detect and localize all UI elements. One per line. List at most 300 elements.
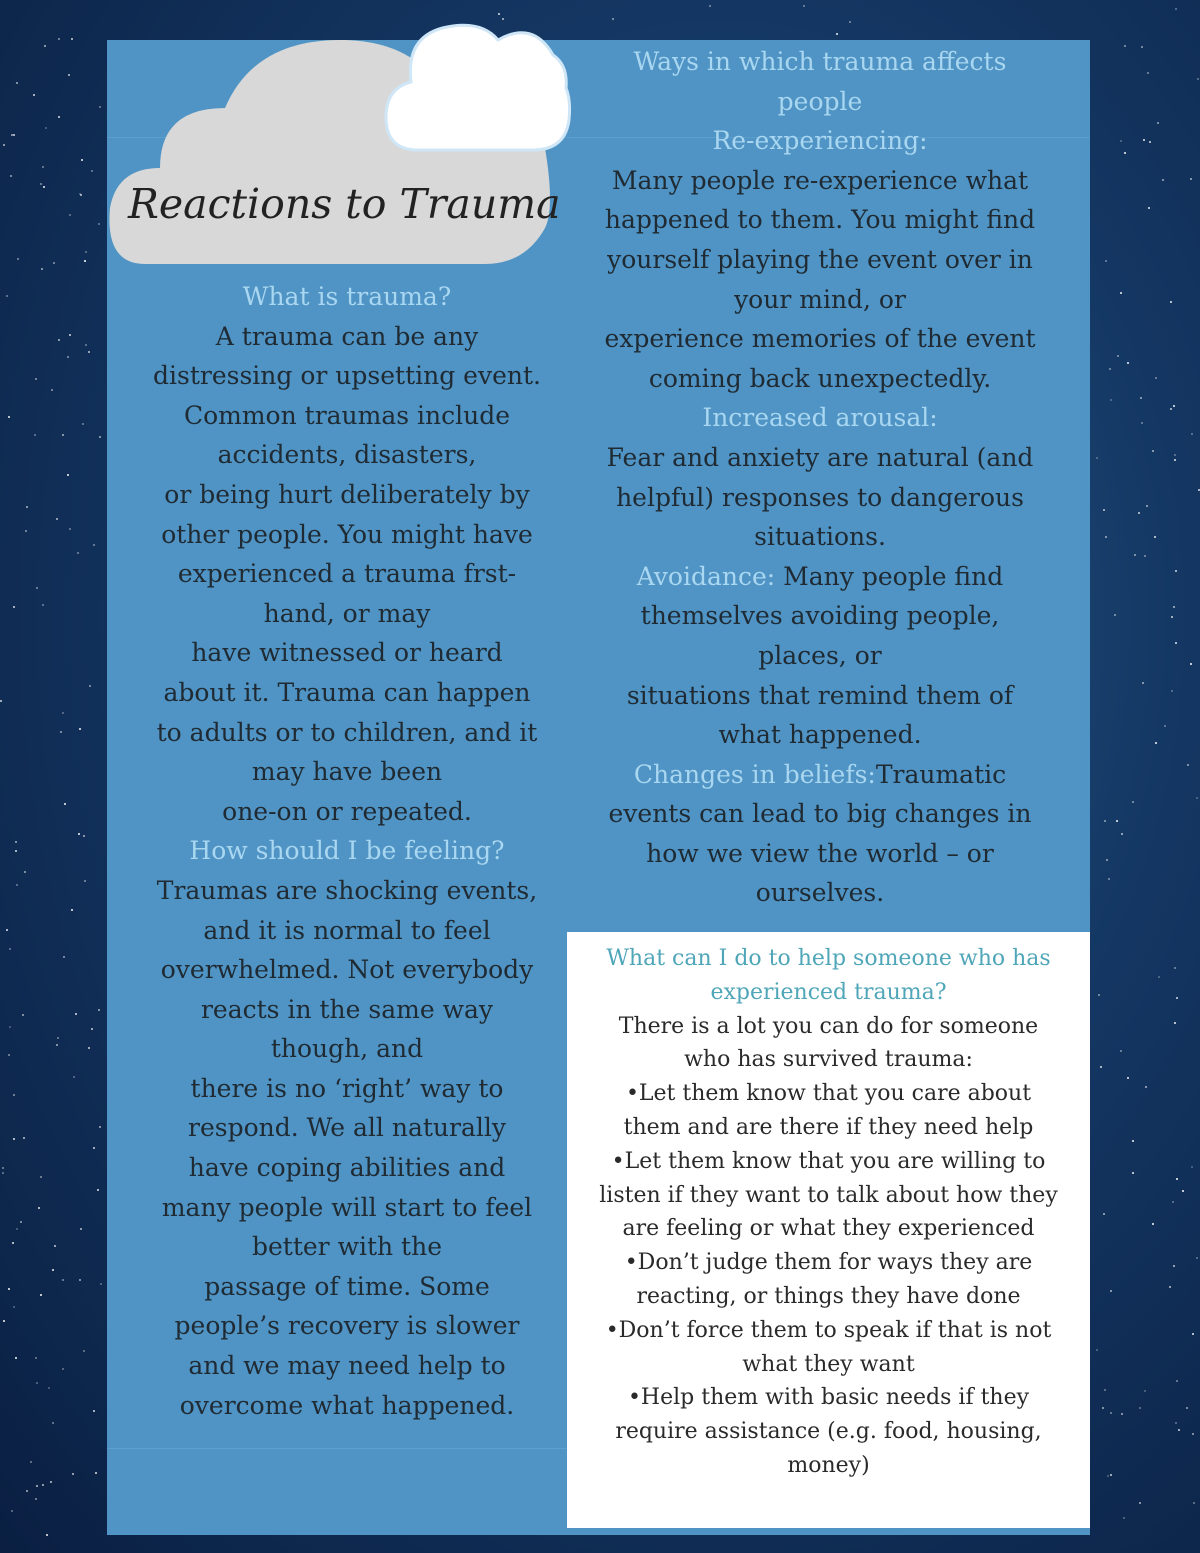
star	[82, 423, 84, 425]
star	[1141, 422, 1143, 424]
text-line	[567, 1381, 1090, 1415]
section-heading: experienced trauma?	[710, 979, 947, 1005]
star	[62, 1279, 64, 1281]
body-text: situations.	[754, 522, 886, 552]
text-line	[567, 1111, 1090, 1145]
star	[36, 1382, 38, 1384]
star	[1175, 1422, 1177, 1424]
star	[1120, 292, 1122, 294]
star	[1103, 1213, 1105, 1215]
star	[1124, 45, 1126, 47]
text-line	[565, 161, 1075, 201]
star	[1120, 1050, 1122, 1052]
body-text: or being hurt deliberately by	[164, 479, 530, 509]
star	[63, 956, 65, 958]
star	[1138, 512, 1140, 514]
body-text: what happened.	[718, 720, 922, 750]
body-text: A trauma can be any	[215, 321, 479, 351]
body-text: Common traumas include	[183, 400, 511, 430]
body-text: one-on or repeated.	[222, 796, 472, 826]
star	[1120, 140, 1122, 142]
star	[1106, 859, 1108, 861]
text-line	[567, 1179, 1090, 1213]
star	[40, 1176, 42, 1178]
star	[46, 1534, 48, 1536]
text-line	[117, 990, 577, 1030]
body-text: how we view the world – or	[646, 838, 994, 868]
text-line	[565, 438, 1075, 478]
text-line	[565, 319, 1075, 359]
star	[9, 1026, 11, 1028]
star	[40, 1294, 42, 1296]
star	[99, 1126, 101, 1128]
star	[1192, 1433, 1194, 1435]
star	[48, 1387, 50, 1389]
star	[1175, 8, 1177, 10]
star	[20, 1221, 22, 1223]
star	[26, 506, 28, 508]
text-line	[565, 557, 1075, 597]
star	[26, 1490, 28, 1492]
star	[83, 1350, 85, 1352]
section-heading: Increased arousal:	[702, 403, 938, 433]
text-line	[117, 1386, 577, 1426]
star	[1142, 682, 1144, 684]
star	[91, 170, 93, 172]
body-text: There is a lot you can do for someone	[618, 1013, 1039, 1039]
star	[1174, 459, 1176, 461]
star	[1148, 207, 1150, 209]
star	[40, 183, 42, 185]
star	[23, 1137, 25, 1139]
text-line	[117, 752, 577, 792]
star	[1127, 362, 1129, 364]
star	[58, 339, 60, 341]
star	[30, 1461, 32, 1463]
star	[15, 850, 17, 852]
star	[6, 929, 8, 931]
right-column	[565, 42, 1075, 913]
star	[43, 186, 45, 188]
body-text: passage of time. Some	[204, 1271, 490, 1301]
star	[84, 880, 86, 882]
star	[67, 356, 69, 358]
text-line	[565, 82, 1075, 122]
body-text: overwhelmed. Not everybody	[160, 955, 534, 985]
star	[6, 295, 8, 297]
body-text: who has survived trauma:	[684, 1047, 973, 1073]
star	[1107, 1475, 1109, 1477]
star	[1196, 797, 1198, 799]
text-line	[565, 873, 1075, 913]
star	[1175, 642, 1177, 644]
star	[1152, 1223, 1154, 1225]
star	[0, 700, 2, 702]
star	[1178, 1429, 1180, 1431]
section-heading: Ways in which trauma affects	[633, 47, 1007, 76]
text-line	[117, 871, 577, 911]
section-heading: What is trauma?	[242, 282, 452, 311]
star	[12, 1242, 14, 1244]
body-text: require assistance (e.g. food, housing,	[615, 1419, 1042, 1445]
star	[13, 1306, 15, 1308]
section-heading: people	[777, 86, 863, 116]
star	[9, 948, 11, 950]
text-line	[117, 1188, 577, 1228]
star	[17, 258, 19, 260]
text-line	[117, 475, 577, 515]
text-line	[567, 1348, 1090, 1382]
star	[1114, 614, 1116, 616]
star	[1141, 46, 1143, 48]
star	[91, 1028, 93, 1030]
star	[1164, 725, 1166, 727]
star	[1190, 178, 1192, 180]
text-line	[567, 1145, 1090, 1179]
text-line	[567, 976, 1090, 1010]
body-text: people’s recovery is slower	[174, 1311, 520, 1341]
star	[1187, 764, 1189, 766]
star	[1174, 967, 1176, 969]
section-heading: Re-experiencing:	[712, 126, 928, 156]
body-text: situations that remind them of	[626, 680, 1014, 710]
text-line	[117, 515, 577, 555]
star	[1123, 1517, 1125, 1519]
star	[93, 1147, 95, 1149]
star	[58, 38, 60, 40]
body-text: accidents, disasters,	[217, 440, 477, 470]
star	[1143, 139, 1145, 141]
star	[1109, 368, 1111, 370]
star	[1121, 833, 1123, 835]
star	[15, 1357, 17, 1359]
star	[1110, 1290, 1112, 1292]
left-column	[117, 277, 577, 1425]
star	[71, 38, 73, 40]
help-box-text	[567, 942, 1090, 1483]
section-heading: Avoidance:	[636, 561, 776, 591]
cloud-icon	[383, 20, 573, 155]
star	[1186, 1407, 1188, 1409]
body-text: coming back unexpectedly.	[648, 363, 992, 393]
star	[1140, 397, 1142, 399]
text-line	[567, 1010, 1090, 1044]
star	[50, 1481, 52, 1483]
star	[1173, 405, 1175, 407]
star	[69, 528, 71, 530]
star	[1096, 1349, 1098, 1351]
body-text: Fear and anxiety are natural (and	[606, 442, 1034, 472]
star	[1127, 1077, 1129, 1079]
star	[69, 334, 71, 336]
star	[1162, 179, 1164, 181]
section-heading: What can I do to help someone who has	[606, 946, 1051, 971]
text-line	[117, 713, 577, 753]
star	[81, 159, 83, 161]
body-text: experience memories of the event	[604, 324, 1036, 354]
text-line	[565, 280, 1075, 320]
text-line	[117, 317, 577, 357]
star	[1147, 72, 1149, 74]
text-line	[565, 200, 1075, 240]
star	[1170, 408, 1172, 410]
star	[1100, 1066, 1102, 1068]
body-text: yourself playing the event over in	[607, 244, 1033, 274]
star	[1182, 1190, 1184, 1192]
star	[97, 1189, 99, 1191]
body-text: there is no ‘right’ way to	[190, 1073, 504, 1103]
star	[69, 214, 71, 216]
star	[1110, 1474, 1112, 1476]
star	[1144, 1390, 1146, 1392]
star	[56, 1044, 58, 1046]
body-text: helpful) responses to dangerous	[616, 482, 1024, 512]
star	[1173, 1265, 1175, 1267]
star	[24, 871, 26, 873]
text-line	[567, 1043, 1090, 1077]
text-line	[567, 1314, 1090, 1348]
star	[35, 1357, 37, 1359]
body-text: Many people re-experience what	[611, 165, 1029, 195]
star	[1171, 616, 1173, 618]
text-line	[567, 1415, 1090, 1449]
star	[89, 685, 91, 687]
star	[1191, 1166, 1193, 1168]
body-text: •Let them know that you care about	[625, 1081, 1032, 1107]
star	[64, 803, 66, 805]
text-line	[567, 1212, 1090, 1246]
star	[1158, 976, 1160, 978]
star	[1132, 1140, 1134, 1142]
star	[1193, 1502, 1195, 1504]
star	[41, 268, 43, 270]
star	[1139, 1407, 1141, 1409]
star	[42, 1484, 44, 1486]
star	[1110, 1412, 1112, 1414]
body-text: many people will start to feel	[161, 1192, 533, 1222]
star	[1157, 122, 1159, 124]
star	[1172, 1201, 1174, 1203]
star	[68, 74, 70, 76]
text-line	[117, 435, 577, 475]
star	[98, 1009, 100, 1011]
body-text: hand, or may	[263, 598, 431, 628]
text-line	[565, 240, 1075, 280]
body-text: Traumas are shocking events,	[156, 875, 538, 905]
star	[35, 1498, 37, 1500]
star	[25, 530, 27, 532]
star	[84, 260, 86, 262]
star	[78, 833, 80, 835]
star	[1124, 152, 1126, 154]
star	[33, 94, 35, 96]
star	[11, 1510, 13, 1512]
body-text: happened to them. You might find	[604, 205, 1036, 235]
star	[38, 1207, 40, 1209]
body-text: themselves avoiding people,	[640, 601, 1000, 631]
star	[836, 33, 838, 35]
text-line	[117, 1148, 577, 1188]
body-text: •Don’t judge them for ways they are	[624, 1250, 1033, 1276]
text-line	[567, 1246, 1090, 1280]
star	[1110, 399, 1112, 401]
star	[77, 552, 79, 554]
text-line	[117, 1227, 577, 1267]
text-line	[565, 359, 1075, 399]
star	[80, 1228, 82, 1230]
body-text: overcome what happened.	[179, 1390, 515, 1420]
star	[1197, 78, 1199, 80]
star	[16, 884, 18, 886]
star	[1105, 260, 1107, 262]
star	[73, 1076, 75, 1078]
star	[1105, 536, 1107, 538]
star	[849, 21, 851, 23]
text-line	[117, 792, 577, 832]
star	[1132, 801, 1134, 803]
star	[1103, 509, 1105, 511]
star	[99, 436, 101, 438]
text-line	[117, 633, 577, 673]
star	[10, 175, 12, 177]
body-text: may have been	[251, 757, 443, 787]
star	[98, 223, 100, 225]
body-text: what they want	[742, 1351, 915, 1377]
text-line	[117, 673, 577, 713]
text-line	[565, 834, 1075, 874]
star	[709, 5, 711, 7]
text-line	[117, 1267, 577, 1307]
star	[75, 1013, 77, 1015]
body-text: them and are there if they need help	[623, 1114, 1034, 1140]
body-text: have coping abilities and	[188, 1153, 506, 1183]
star	[3, 1320, 5, 1322]
star	[498, 13, 500, 15]
text-line	[567, 1280, 1090, 1314]
star	[79, 728, 81, 730]
star	[57, 1037, 59, 1039]
body-text: distressing or upsetting event.	[153, 361, 541, 391]
star	[62, 1368, 64, 1370]
body-text: experienced a trauma frst-	[177, 559, 517, 589]
star	[2, 1167, 4, 1169]
star	[1116, 820, 1118, 822]
text-line	[567, 1077, 1090, 1111]
star	[36, 587, 38, 589]
star	[1121, 1413, 1123, 1415]
star	[1134, 554, 1136, 556]
body-text: about it. Trauma can happen	[163, 677, 531, 707]
star	[13, 1094, 15, 1096]
body-text: and we may need help to	[188, 1351, 506, 1381]
star	[95, 1472, 97, 1474]
star	[62, 434, 64, 436]
text-line	[565, 398, 1075, 438]
text-line	[565, 596, 1075, 636]
text-line	[117, 831, 577, 871]
star	[1155, 377, 1157, 379]
star	[1191, 433, 1193, 435]
star	[1104, 820, 1106, 822]
star	[52, 1422, 54, 1424]
text-line	[117, 1108, 577, 1148]
star	[1144, 555, 1146, 557]
star	[13, 134, 15, 136]
star	[1139, 1502, 1141, 1504]
star	[60, 731, 62, 733]
divider	[107, 1448, 567, 1449]
star	[16, 82, 18, 84]
star	[79, 1279, 81, 1281]
star	[8, 416, 10, 418]
star	[1169, 1286, 1171, 1288]
star	[16, 1228, 18, 1230]
star	[1102, 1407, 1104, 1409]
star	[1174, 1022, 1176, 1024]
text-line	[565, 794, 1075, 834]
text-line	[565, 121, 1075, 161]
section-heading: How should I be feeling?	[189, 836, 505, 866]
body-text: events can lead to big changes in	[608, 799, 1032, 829]
star	[53, 262, 55, 264]
star	[45, 127, 47, 129]
text-line	[565, 517, 1075, 557]
body-text: Traumatic	[875, 759, 1007, 789]
star	[1155, 742, 1157, 744]
body-text: your mind, or	[734, 284, 906, 314]
text-line	[117, 1069, 577, 1109]
star	[93, 544, 95, 546]
text-line	[565, 636, 1075, 676]
star	[1176, 997, 1178, 999]
text-line	[117, 1029, 577, 1069]
star	[1104, 1389, 1106, 1391]
text-line	[117, 911, 577, 951]
star	[1146, 505, 1148, 507]
star	[42, 166, 44, 168]
star	[1190, 663, 1192, 665]
star	[1174, 454, 1176, 456]
star	[1152, 450, 1154, 452]
star	[36, 1485, 38, 1487]
star	[803, 5, 805, 7]
body-text: money)	[787, 1452, 870, 1478]
star	[8, 1054, 10, 1056]
star	[35, 378, 37, 380]
star	[1154, 536, 1156, 538]
section-heading: Changes in beliefs:	[633, 759, 876, 789]
text-line	[117, 1346, 577, 1386]
star	[71, 909, 73, 911]
body-text: •Let them know that you are willing to	[611, 1148, 1046, 1174]
star	[13, 1138, 15, 1140]
star	[3, 144, 5, 146]
body-text: •Help them with basic needs if they	[627, 1385, 1030, 1411]
poster-title: Reactions to Trauma	[128, 180, 561, 228]
star	[8, 1288, 10, 1290]
text-line	[117, 1306, 577, 1346]
text-line	[117, 396, 577, 436]
text-line	[565, 676, 1075, 716]
star	[85, 344, 87, 346]
body-text: •Don’t force them to speak if that is not	[605, 1317, 1052, 1343]
star	[42, 604, 44, 606]
star	[54, 1245, 56, 1247]
body-text: Many people find	[775, 561, 1004, 591]
text-line	[565, 715, 1075, 755]
star	[1117, 355, 1119, 357]
body-text: to adults or to children, and it	[156, 717, 538, 747]
